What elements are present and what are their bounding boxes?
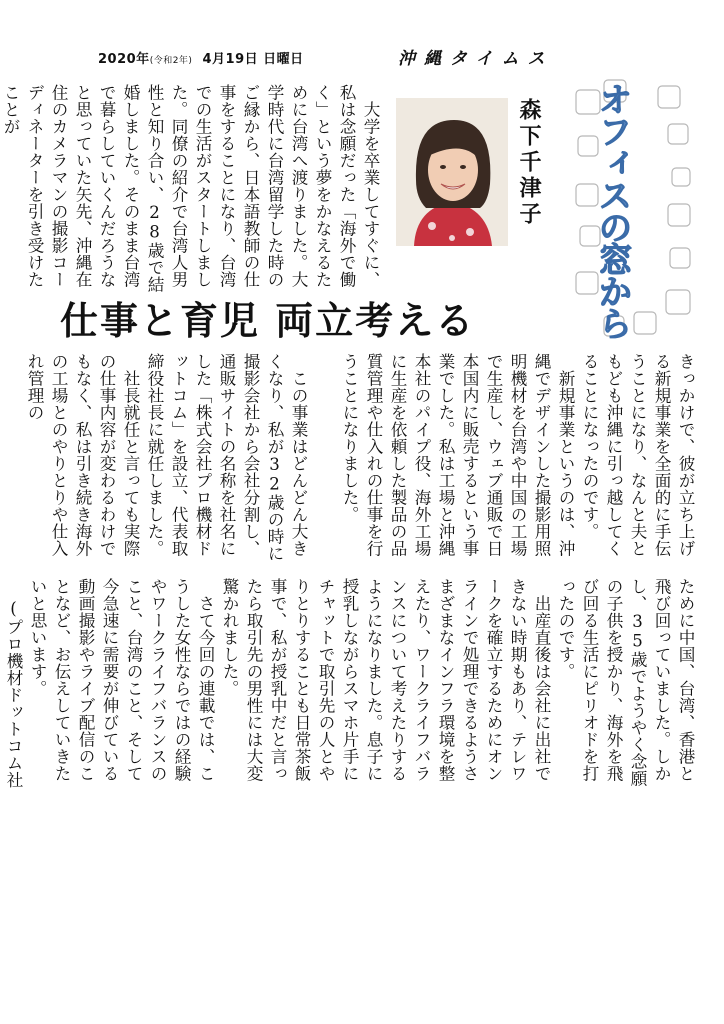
date-month-day: 4月19日 日曜日 (202, 52, 304, 67)
article-paragraph: 出産直後は会社に出社できない時期もあり、テレワークを確立するためにオンラインで処理できるようさまざまなインフラ環境を整えたり、ワークライフバランスについて考えたりするようになりました。息子に授乳しながらスマホ片手にチャットで取引先の人とやりとりすることも日常茶飯事で、私が授乳中だと言ったら取引先の男性には大変驚かれました。 (220, 578, 551, 782)
author-photo (396, 98, 508, 246)
headline: 仕事と育児 両立考える (60, 298, 476, 343)
article-upper-block (1, 84, 382, 296)
article-paragraph: 大学を卒業してすぐに、私は念願だった「海外で働く」という夢をかなえるために台湾へ渡りました。大学時代に台湾留学した時のご縁から、日本語教師の仕事をすることになり、台湾での生活がスタートしました。同僚の紹介で台湾人男性と知り合い、28歳で結婚しました。そのまま台湾で暮らしていくんだろうなと思っていた矢先、沖縄在住のカメラマンの撮影コーディネーターを引き受けたことが (1, 84, 380, 293)
date-year: 2020年 (98, 52, 150, 67)
column-logo (574, 76, 696, 342)
masthead (98, 46, 658, 68)
article-lower-left-block (25, 353, 310, 563)
article-lower-right-block (314, 353, 697, 567)
date-era: (令和2年) (149, 56, 193, 66)
article-paragraph: きっかけで、彼が立ち上げる新規事業を全面的に手伝うことになり、なんと夫ともども沖縄に引っ越してくることになったのです。 (580, 353, 695, 557)
article-bottom-block (4, 578, 697, 788)
article-paragraph: この事業はどんどん大きくなり、私が32歳の時に撮影会社から会社分割し、通販サイトの名称を社名にした「株式会社プロ機材ドットコム」を設立、代表取締役社長に就任しました。 (145, 353, 308, 562)
article-paragraph: 社長就任と言っても実際の仕事内容が変わるわけでもなく、私は引き続き海外の工場とのやりとりや仕入れ管理の (25, 353, 140, 557)
author-name: 森下千津子 (516, 98, 542, 228)
article-paragraph: さて今回の連載では、こうした女性ならではの経験やワークライフバランスのこと、台湾のこと、そして今急速に需要が伸びている動画撮影やライブ配信のことなど、お伝えしていきたいと思います。 (28, 578, 215, 782)
article-paragraph: 新規事業というのは、沖縄でデザインした撮影用照明機材を台湾や中国の工場で生産し、ウェブ通販で日本国内に販売するという事業でした。私は工場と沖縄本社のパイプ役、海外工場に生産を依頼した製品の品質管理や仕入れの仕事を行うことになりました。 (340, 353, 575, 557)
portrait-photo-icon (396, 98, 508, 246)
publication-date (98, 48, 304, 67)
article-paragraph: ために中国、台湾、香港と飛び回っていました。しかし、35歳でようやく念願の子供を授かり、海外を飛び回る生活にピリオドを打ったのです。 (556, 578, 695, 787)
newspaper-name: 沖縄タイムス (398, 49, 554, 69)
author-affiliation: (プロ機材ドットコム社 (4, 598, 23, 788)
column-logo-title: オフィスの窓から (592, 82, 632, 338)
